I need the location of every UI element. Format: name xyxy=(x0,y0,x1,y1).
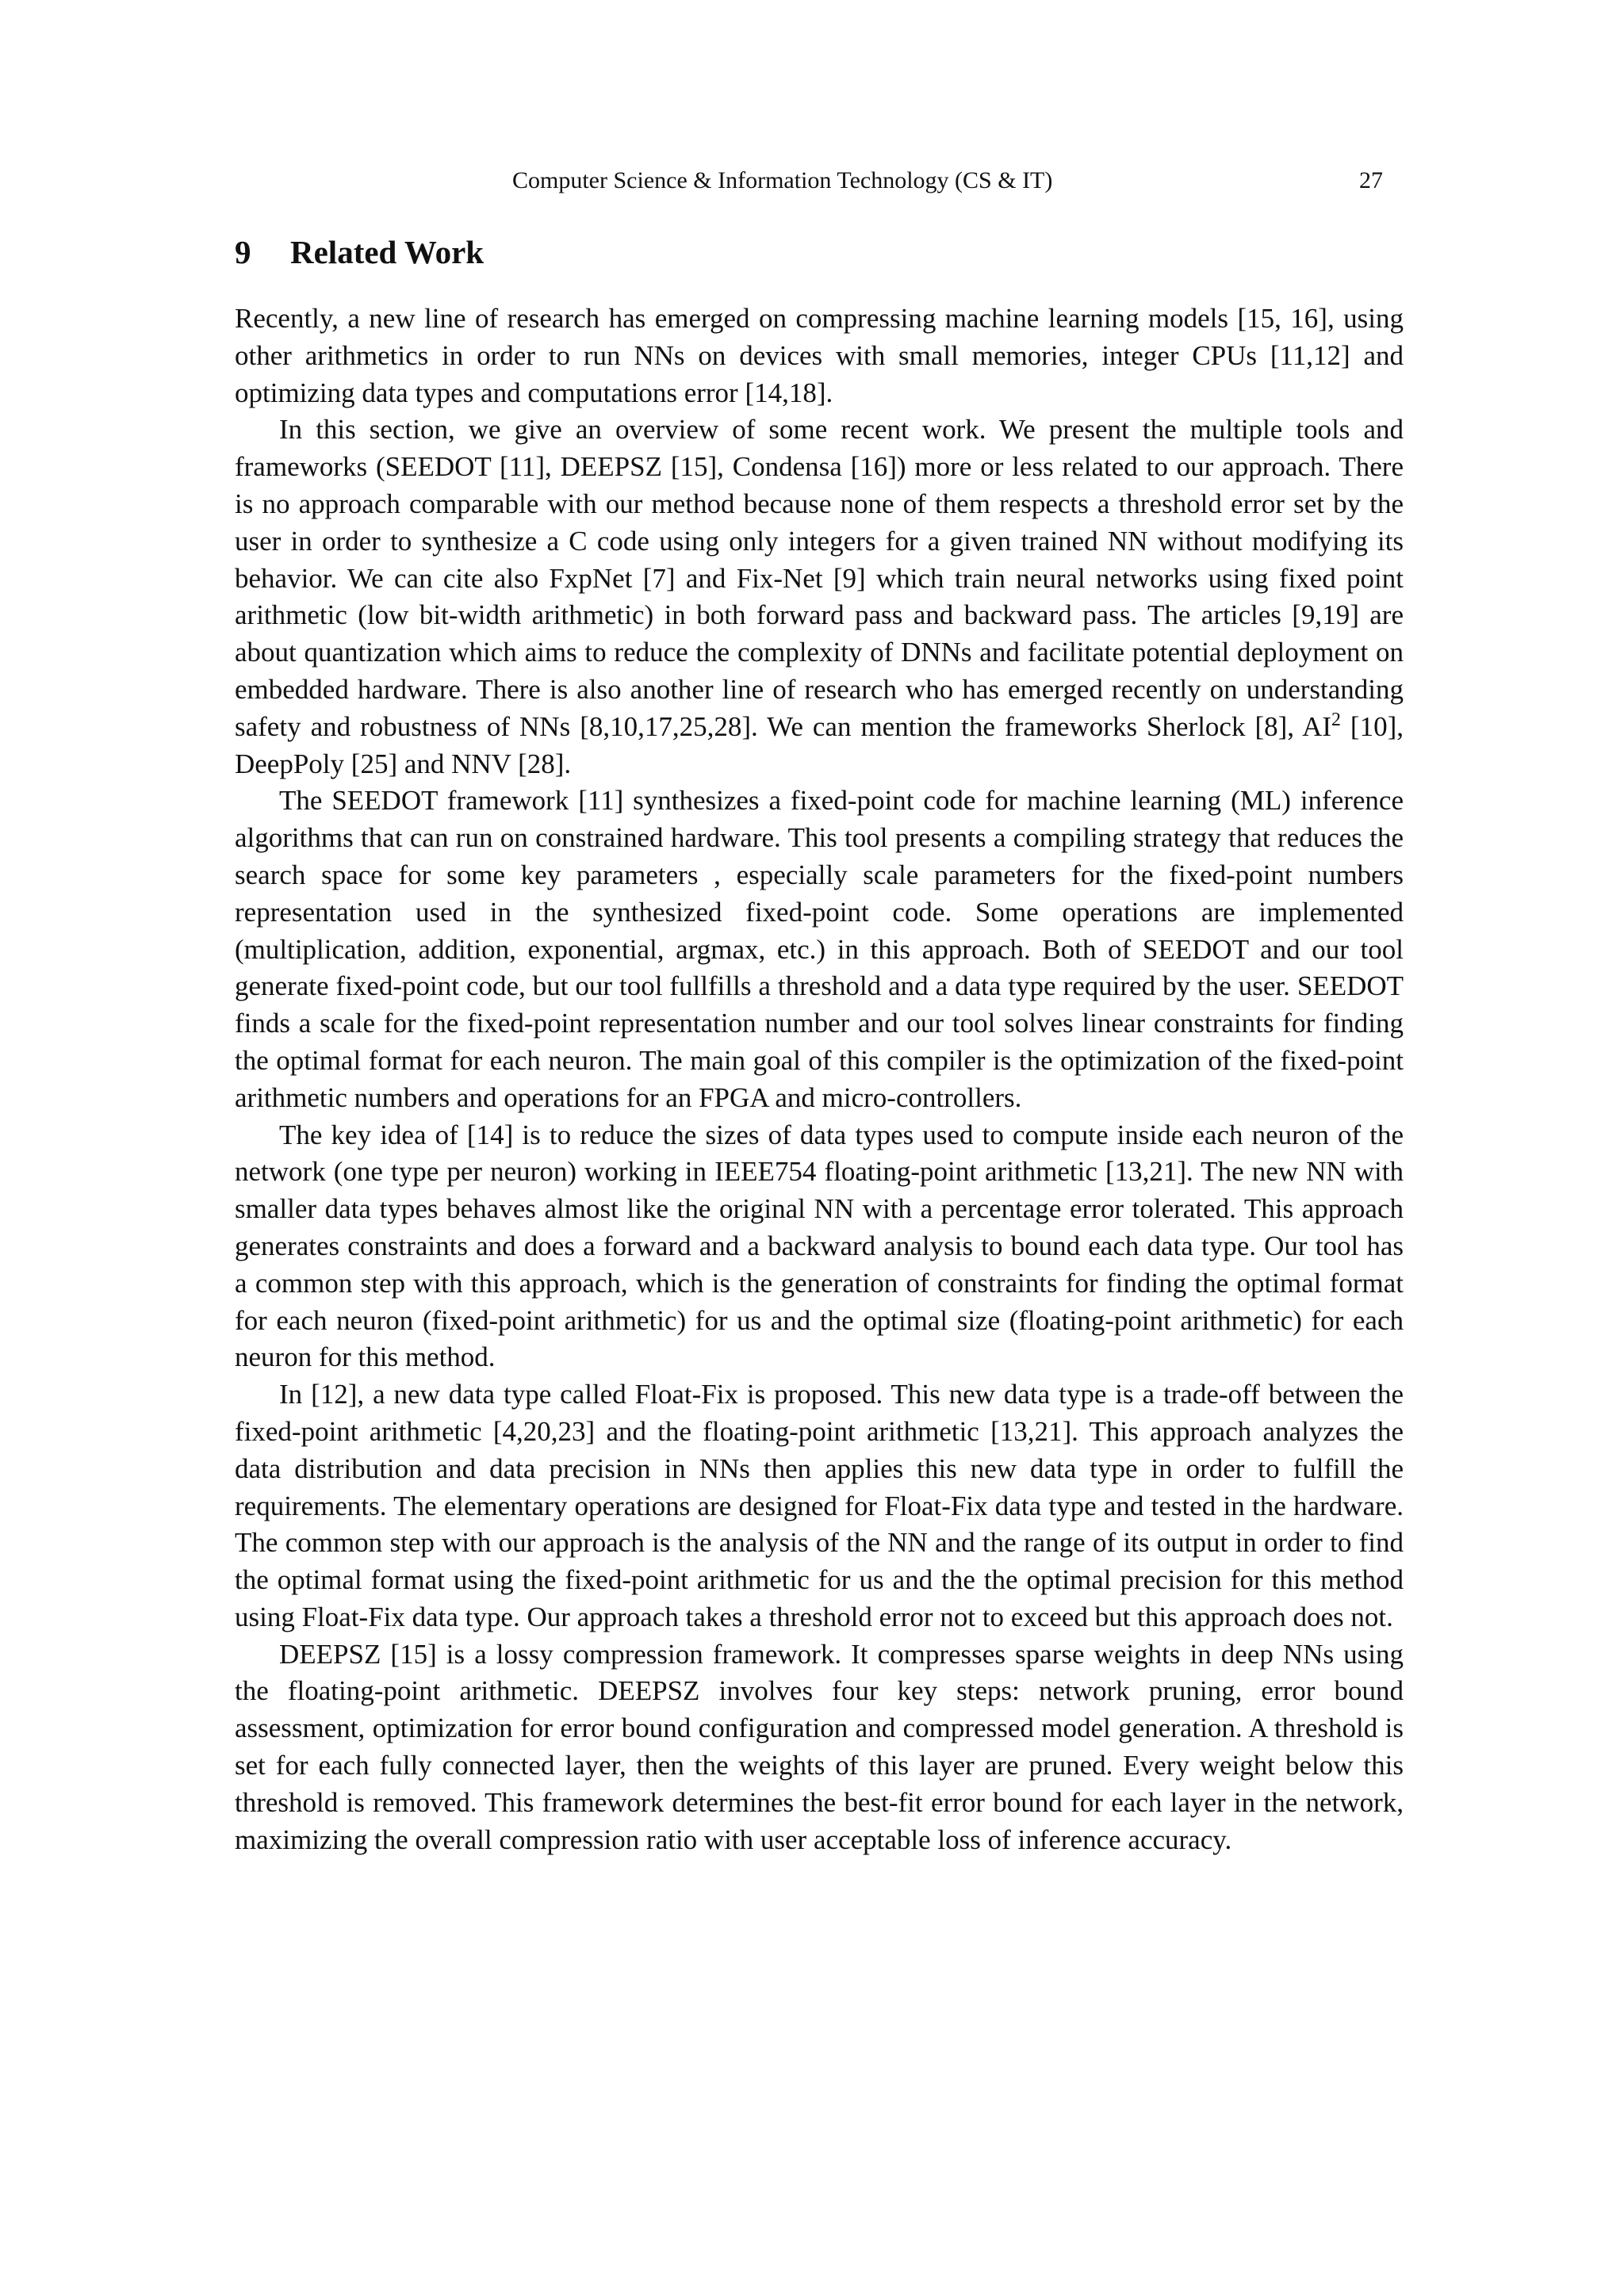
superscript-ai2: 2 xyxy=(1331,709,1341,730)
section-number: 9 xyxy=(235,234,251,270)
paragraph-float-fix: In [12], a new data type called Float-Fix is proposed. This new data type is a trade-off between the fixed-point arithmetic [4,20,23] and the floating-point arithmetic [13,21]. This approach analyzes the data distribution and data precision in NNs then applies this new data type in order to fulfill the requirements. The elementary operations are designed for Float-Fix data type and tested in the hardware. The common step with our approach is the analysis of the NN and the range of its output in order to find the optimal format using the fixed-point arithmetic for us and the the optimal precision for this method using Float-Fix data type. Our approach takes a threshold error not to exceed but this approach does not. xyxy=(235,1379,1404,1632)
paragraph-datatype-sizes: The key idea of [14] is to reduce the sizes of data types used to compute inside each neuron of the network (one type per neuron) working in IEEE754 floating-point arithmetic [13,21]. The new NN with smaller data types behaves almost like the original NN with a percentage error tolerated. This approach generates constraints and does a forward and a backward analysis to bound each data type. Our tool has a common step with this approach, which is the generation of constraints for finding the optimal format for each neuron (fixed-point arithmetic) for us and the optimal size (floating-point arithmetic) for each neuron for this method. xyxy=(235,1119,1404,1373)
section-heading xyxy=(235,230,484,274)
running-head-title: Computer Science & Information Technology (CS & IT) xyxy=(512,167,1053,193)
page-number: 27 xyxy=(1359,167,1383,193)
body-text xyxy=(235,300,1404,1858)
paragraph-deepsz: DEEPSZ [15] is a lossy compression framework. It compresses sparse weights in deep NNs using the floating-point arithmetic. DEEPSZ involves four key steps: network pruning, error bound assessment, optimization for error bound configuration and compressed model generation. A threshold is set for each fully connected layer, then the weights of this layer are pruned. Every weight below this threshold is removed. This framework determines the best-fit error bound for each layer in the network, maximizing the overall compression ratio with user acceptable loss of inference accuracy. xyxy=(235,1638,1404,1855)
paragraph-overview-text: In this section, we give an overview of some recent work. We present the multiple tools and frameworks (SEEDOT [11], DEEPSZ [15], Condensa [16]) more or less related to our approach. There is no approach comparable with our method because none of them respects a threshold error set by the user in order to synthesize a C code using only integers for a given trained NN without modifying its behavior. We can cite also FxpNet [7] and Fix-Net [9] which train neural networks using fixed point arithmetic (low bit-width arithmetic) in both forward pass and backward pass. The articles [9,19] are about quantization which aims to reduce the complexity of DNNs and facilitate potential deployment on embedded hardware. There is also another line of research who has emerged recently on understanding safety and robustness of NNs [8,10,17,25,28]. We can mention the frameworks Sherlock [8], AI xyxy=(235,414,1404,742)
paragraph-overview-tail: [10], DeepPoly [25] and NNV [28]. xyxy=(235,710,1404,779)
paragraph-overview xyxy=(235,411,1404,783)
paragraph-seedot: The SEEDOT framework [11] synthesizes a fixed-point code for machine learning (ML) inference algorithms that can run on constrained hardware. This tool presents a compiling strategy that reduces the search space for some key parameters , especially scale parameters for the fixed-point numbers representation used in the synthesized fixed-point code. Some operations are implemented (multiplication, addition, exponential, argmax, etc.) in this approach. Both of SEEDOT and our tool generate fixed-point code, but our tool fullfills a threshold and a data type required by the user. SEEDOT finds a scale for the fixed-point representation number and our tool solves linear constraints for finding the optimal format for each neuron. The main goal of this compiler is the optimization of the fixed-point arithmetic numbers and operations for an FPGA and micro-controllers. xyxy=(235,785,1404,1113)
paragraph-intro: Recently, a new line of research has emerged on compressing machine learning models [15, 16], using other arithmetics in order to run NNs on devices with small memories, integer CPUs [11,12] and optimizing data types and computations error [14,18]. xyxy=(235,303,1404,408)
section-title: Related Work xyxy=(290,234,485,270)
running-header xyxy=(0,165,1624,197)
